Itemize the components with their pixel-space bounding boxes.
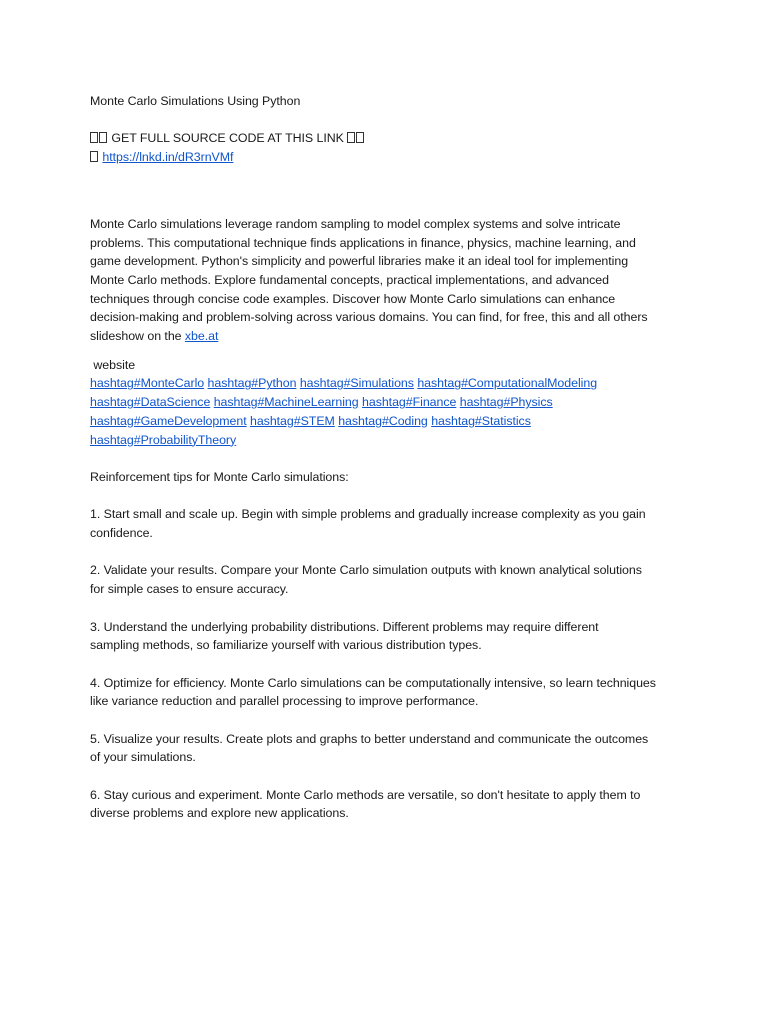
source-code-link[interactable]: https://lnkd.in/dR3rnVMf (102, 150, 234, 165)
tip-line: sampling methods, so familiarize yourself with various distribution types. (90, 638, 482, 653)
tip-item (90, 618, 690, 655)
missing-glyph-icon (90, 151, 98, 162)
tip-item (90, 505, 690, 542)
tip-line: 3. Understand the underlying probability distributions. Different problems may require different (90, 619, 599, 634)
intro-line: techniques through concise code examples. Discover how Monte Carlo simulations can enhance (90, 291, 616, 306)
tip-line: confidence. (90, 526, 153, 541)
tip-line: for simple cases to ensure accuracy. (90, 582, 289, 597)
source-link-line (90, 148, 690, 167)
hashtag-link[interactable]: hashtag#ProbabilityTheory (90, 432, 237, 447)
intro-line: Monte Carlo methods. Explore fundamental concepts, practical implementations, and advanced (90, 272, 609, 287)
intro-last-text: slideshow on the (90, 329, 185, 344)
hashtag-link[interactable]: hashtag#ComputationalModeling (417, 376, 598, 391)
missing-glyph-icon (356, 132, 364, 143)
hashtag-link[interactable]: hashtag#MonteCarlo (90, 376, 205, 391)
tip-line: diverse problems and explore new applications. (90, 806, 349, 821)
hashtag-link[interactable]: hashtag#Statistics (431, 413, 531, 428)
document-title: Monte Carlo Simulations Using Python (90, 94, 301, 108)
intro-line-last (90, 327, 690, 346)
source-code-line (90, 129, 690, 148)
tip-item (90, 561, 690, 598)
tip-item (90, 786, 690, 823)
hashtag-link[interactable]: hashtag#STEM (250, 413, 335, 428)
intro-line: problems. This computational technique finds applications in finance, physics, machine learning, and (90, 235, 636, 250)
hashtag-link[interactable]: hashtag#Finance (362, 395, 457, 410)
tip-line: 1. Start small and scale up. Begin with simple problems and gradually increase complexity as you gain (90, 507, 646, 522)
tip-line: 4. Optimize for efficiency. Monte Carlo simulations can be computationally intensive, so learn techniques (90, 675, 656, 690)
tip-line: like variance reduction and parallel processing to improve performance. (90, 694, 479, 709)
hashtag-row (90, 431, 690, 450)
tip-line: of your simulations. (90, 750, 196, 765)
source-code-label: GET FULL SOURCE CODE AT THIS LINK (111, 131, 344, 146)
hashtag-link[interactable]: hashtag#Simulations (299, 376, 414, 391)
intro-line: game development. Python's simplicity and powerful libraries make it an ideal tool for implementing (90, 254, 629, 269)
hashtag-row (90, 374, 690, 393)
site-link[interactable]: xbe.at (184, 329, 219, 344)
hashtag-row (90, 412, 690, 431)
hashtag-link[interactable]: hashtag#MachineLearning (213, 395, 359, 410)
missing-glyph-icon (99, 132, 107, 143)
hashtag-block (90, 374, 690, 449)
tip-line: 6. Stay curious and experiment. Monte Carlo methods are versatile, so don't hesitate to apply them to (90, 787, 641, 802)
intro-line: Monte Carlo simulations leverage random sampling to model complex systems and solve intricate (90, 216, 621, 231)
hashtag-link[interactable]: hashtag#DataScience (90, 395, 211, 410)
website-label: website (90, 357, 136, 372)
hashtag-link[interactable]: hashtag#Python (207, 376, 297, 391)
intro-line: decision-making and problem-solving across various domains. You can find, for free, this and all others (90, 310, 648, 325)
tip-item (90, 674, 690, 711)
missing-glyph-icon (347, 132, 355, 143)
document-page (90, 92, 690, 823)
intro-paragraph (90, 215, 690, 346)
tip-line: 2. Validate your results. Compare your Monte Carlo simulation outputs with known analytical solutions (90, 563, 642, 578)
hashtag-link[interactable]: hashtag#Physics (459, 395, 553, 410)
tips-heading: Reinforcement tips for Monte Carlo simulations: (90, 469, 349, 484)
hashtag-link[interactable]: hashtag#Coding (338, 413, 428, 428)
missing-glyph-icon (90, 132, 98, 143)
hashtag-row (90, 393, 690, 412)
tip-item (90, 730, 690, 767)
tip-line: 5. Visualize your results. Create plots and graphs to better understand and communicate the outcomes (90, 731, 649, 746)
hashtag-link[interactable]: hashtag#GameDevelopment (90, 413, 247, 428)
